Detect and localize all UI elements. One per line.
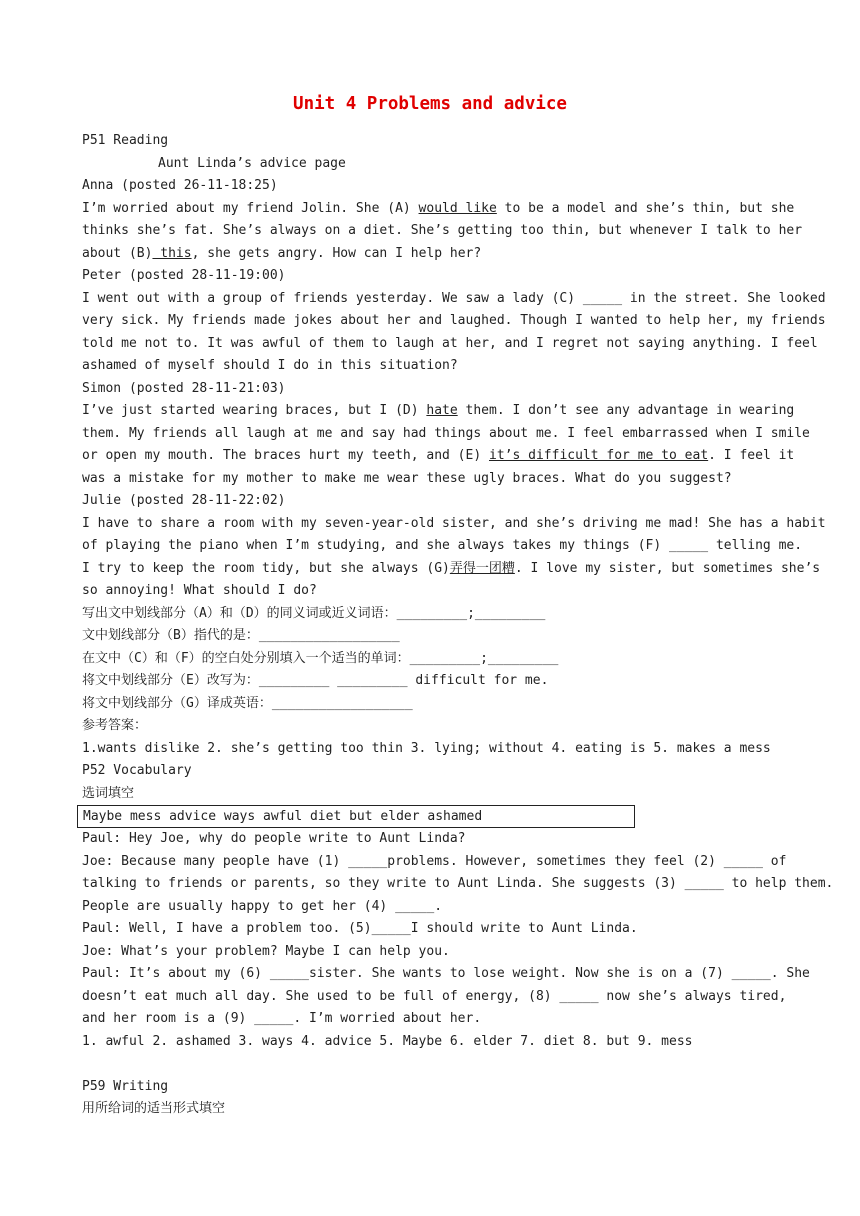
post-text-line: or open my mouth. The braces hurt my teeth, and (E) it’s difficult for me to eat. I feel it xyxy=(82,448,795,463)
post-text-line: I’m worried about my friend Jolin. She (A) would like to be a model and she’s thin, but she xyxy=(82,200,795,216)
dialogue-line: doesn’t eat much all day. She used to be full of energy, (8) _____ now she’s always tired, xyxy=(82,988,787,1004)
post-text-line: I’ve just started wearing braces, but I (D) hate them. I don’t see any advantage in wearing xyxy=(82,403,795,418)
post-header-simon: Simon (posted 28-11-21:03) xyxy=(82,380,286,396)
post-text-line: about (B) this, she gets angry. How can I help her? xyxy=(82,245,482,261)
vocabulary-instruction: 选词填空 xyxy=(82,785,135,801)
page-title: Unit 4 Problems and advice xyxy=(293,94,567,114)
word-bank-box: Maybe mess advice ways awful diet but elder ashamed xyxy=(77,805,635,828)
underlined-phrase-e: it’s difficult for me to eat xyxy=(489,448,709,463)
post-text-line: of playing the piano when I’m studying, and she always takes my things (F) _____ telling me. xyxy=(82,538,803,553)
dialogue-line: and her room is a (9) _____. I’m worried about her. xyxy=(82,1011,482,1026)
post-text-line: thinks she’s fat. She’s always on a diet. She’s getting too thin, but whenever I talk to her xyxy=(82,223,803,238)
writing-instruction: 用所给词的适当形式填空 xyxy=(82,1101,226,1116)
section-heading-writing: P59 Writing xyxy=(82,1078,169,1094)
post-header-peter: Peter (posted 28-11-19:00) xyxy=(82,268,286,283)
post-header-julie: Julie (posted 28-11-22:02) xyxy=(82,493,286,508)
underlined-phrase-d: hate xyxy=(426,403,458,418)
post-text-line: was a mistake for my mother to make me wear these ugly braces. What do you suggest? xyxy=(82,470,732,486)
reading-subtitle: Aunt Linda’s advice page xyxy=(158,155,346,171)
question-5: 将文中划线部分（G）译成英语：__________________ xyxy=(82,695,413,711)
section-heading-vocabulary: P52 Vocabulary xyxy=(82,763,192,778)
post-text-line: I try to keep the room tidy, but she always (G)弄得一团糟. I love my sister, but sometimes she’s xyxy=(82,560,821,576)
question-2: 文中划线部分（B）指代的是：__________________ xyxy=(82,628,400,643)
post-text-line: very sick. My friends made jokes about her and laughed. Though I wanted to help her, my friends xyxy=(82,313,826,328)
dialogue-line: Joe: Because many people have (1) _____problems. However, sometimes they feel (2) _____ of xyxy=(82,853,787,869)
section-heading-reading: P51 Reading xyxy=(82,133,169,148)
answer-key-vocabulary: 1. awful 2. ashamed 3. ways 4. advice 5. Maybe 6. elder 7. diet 8. but 9. mess xyxy=(82,1033,693,1049)
dialogue-line: Paul: Hey Joe, why do people write to Aunt Linda? xyxy=(82,831,466,846)
underlined-phrase-g: 弄得一团糟 xyxy=(449,560,515,576)
dialogue-line: Paul: It’s about my (6) _____sister. She wants to lose weight. Now she is on a (7) _____. She xyxy=(82,966,810,981)
question-4: 将文中划线部分（E）改写为：_________ _________ difficult for me. xyxy=(82,673,549,688)
post-text-line: them. My friends all laugh at me and say had things about me. I feel embarrassed when I smile xyxy=(82,425,810,441)
answer-key-reading: 1.wants dislike 2. she’s getting too thin 3. lying; without 4. eating is 5. makes a mess xyxy=(82,740,771,756)
post-text-line: so annoying! What should I do? xyxy=(82,583,317,598)
dialogue-line: Joe: What’s your problem? Maybe I can help you. xyxy=(82,943,450,959)
post-text-line: ashamed of myself should I do in this situation? xyxy=(82,358,458,373)
post-header-anna: Anna (posted 26-11-18:25) xyxy=(82,178,278,193)
underlined-phrase-a: would like xyxy=(418,200,497,216)
question-3: 在文中（C）和（F）的空白处分别填入一个适当的单词：_________;_________ xyxy=(82,650,559,666)
answer-key-label: 参考答案： xyxy=(82,718,148,733)
post-text-line: I went out with a group of friends yesterday. We saw a lady (C) _____ in the street. She looked xyxy=(82,290,826,306)
post-text-line: told me not to. It was awful of them to laugh at her, and I regret not saying anything. I feel xyxy=(82,335,818,351)
post-text-line: I have to share a room with my seven-year-old sister, and she’s driving me mad! She has a habit xyxy=(82,515,826,531)
dialogue-line: People are usually happy to get her (4) _____. xyxy=(82,898,443,914)
dialogue-line: talking to friends or parents, so they write to Aunt Linda. She suggests (3) _____ to help them. xyxy=(82,876,834,891)
document-body xyxy=(82,130,834,1121)
underlined-phrase-b: this xyxy=(152,245,192,261)
question-1: 写出文中划线部分（A）和（D）的同义词或近义词语：_________;_________ xyxy=(82,605,546,621)
dialogue-line: Paul: Well, I have a problem too. (5)_____I should write to Aunt Linda. xyxy=(82,921,638,936)
